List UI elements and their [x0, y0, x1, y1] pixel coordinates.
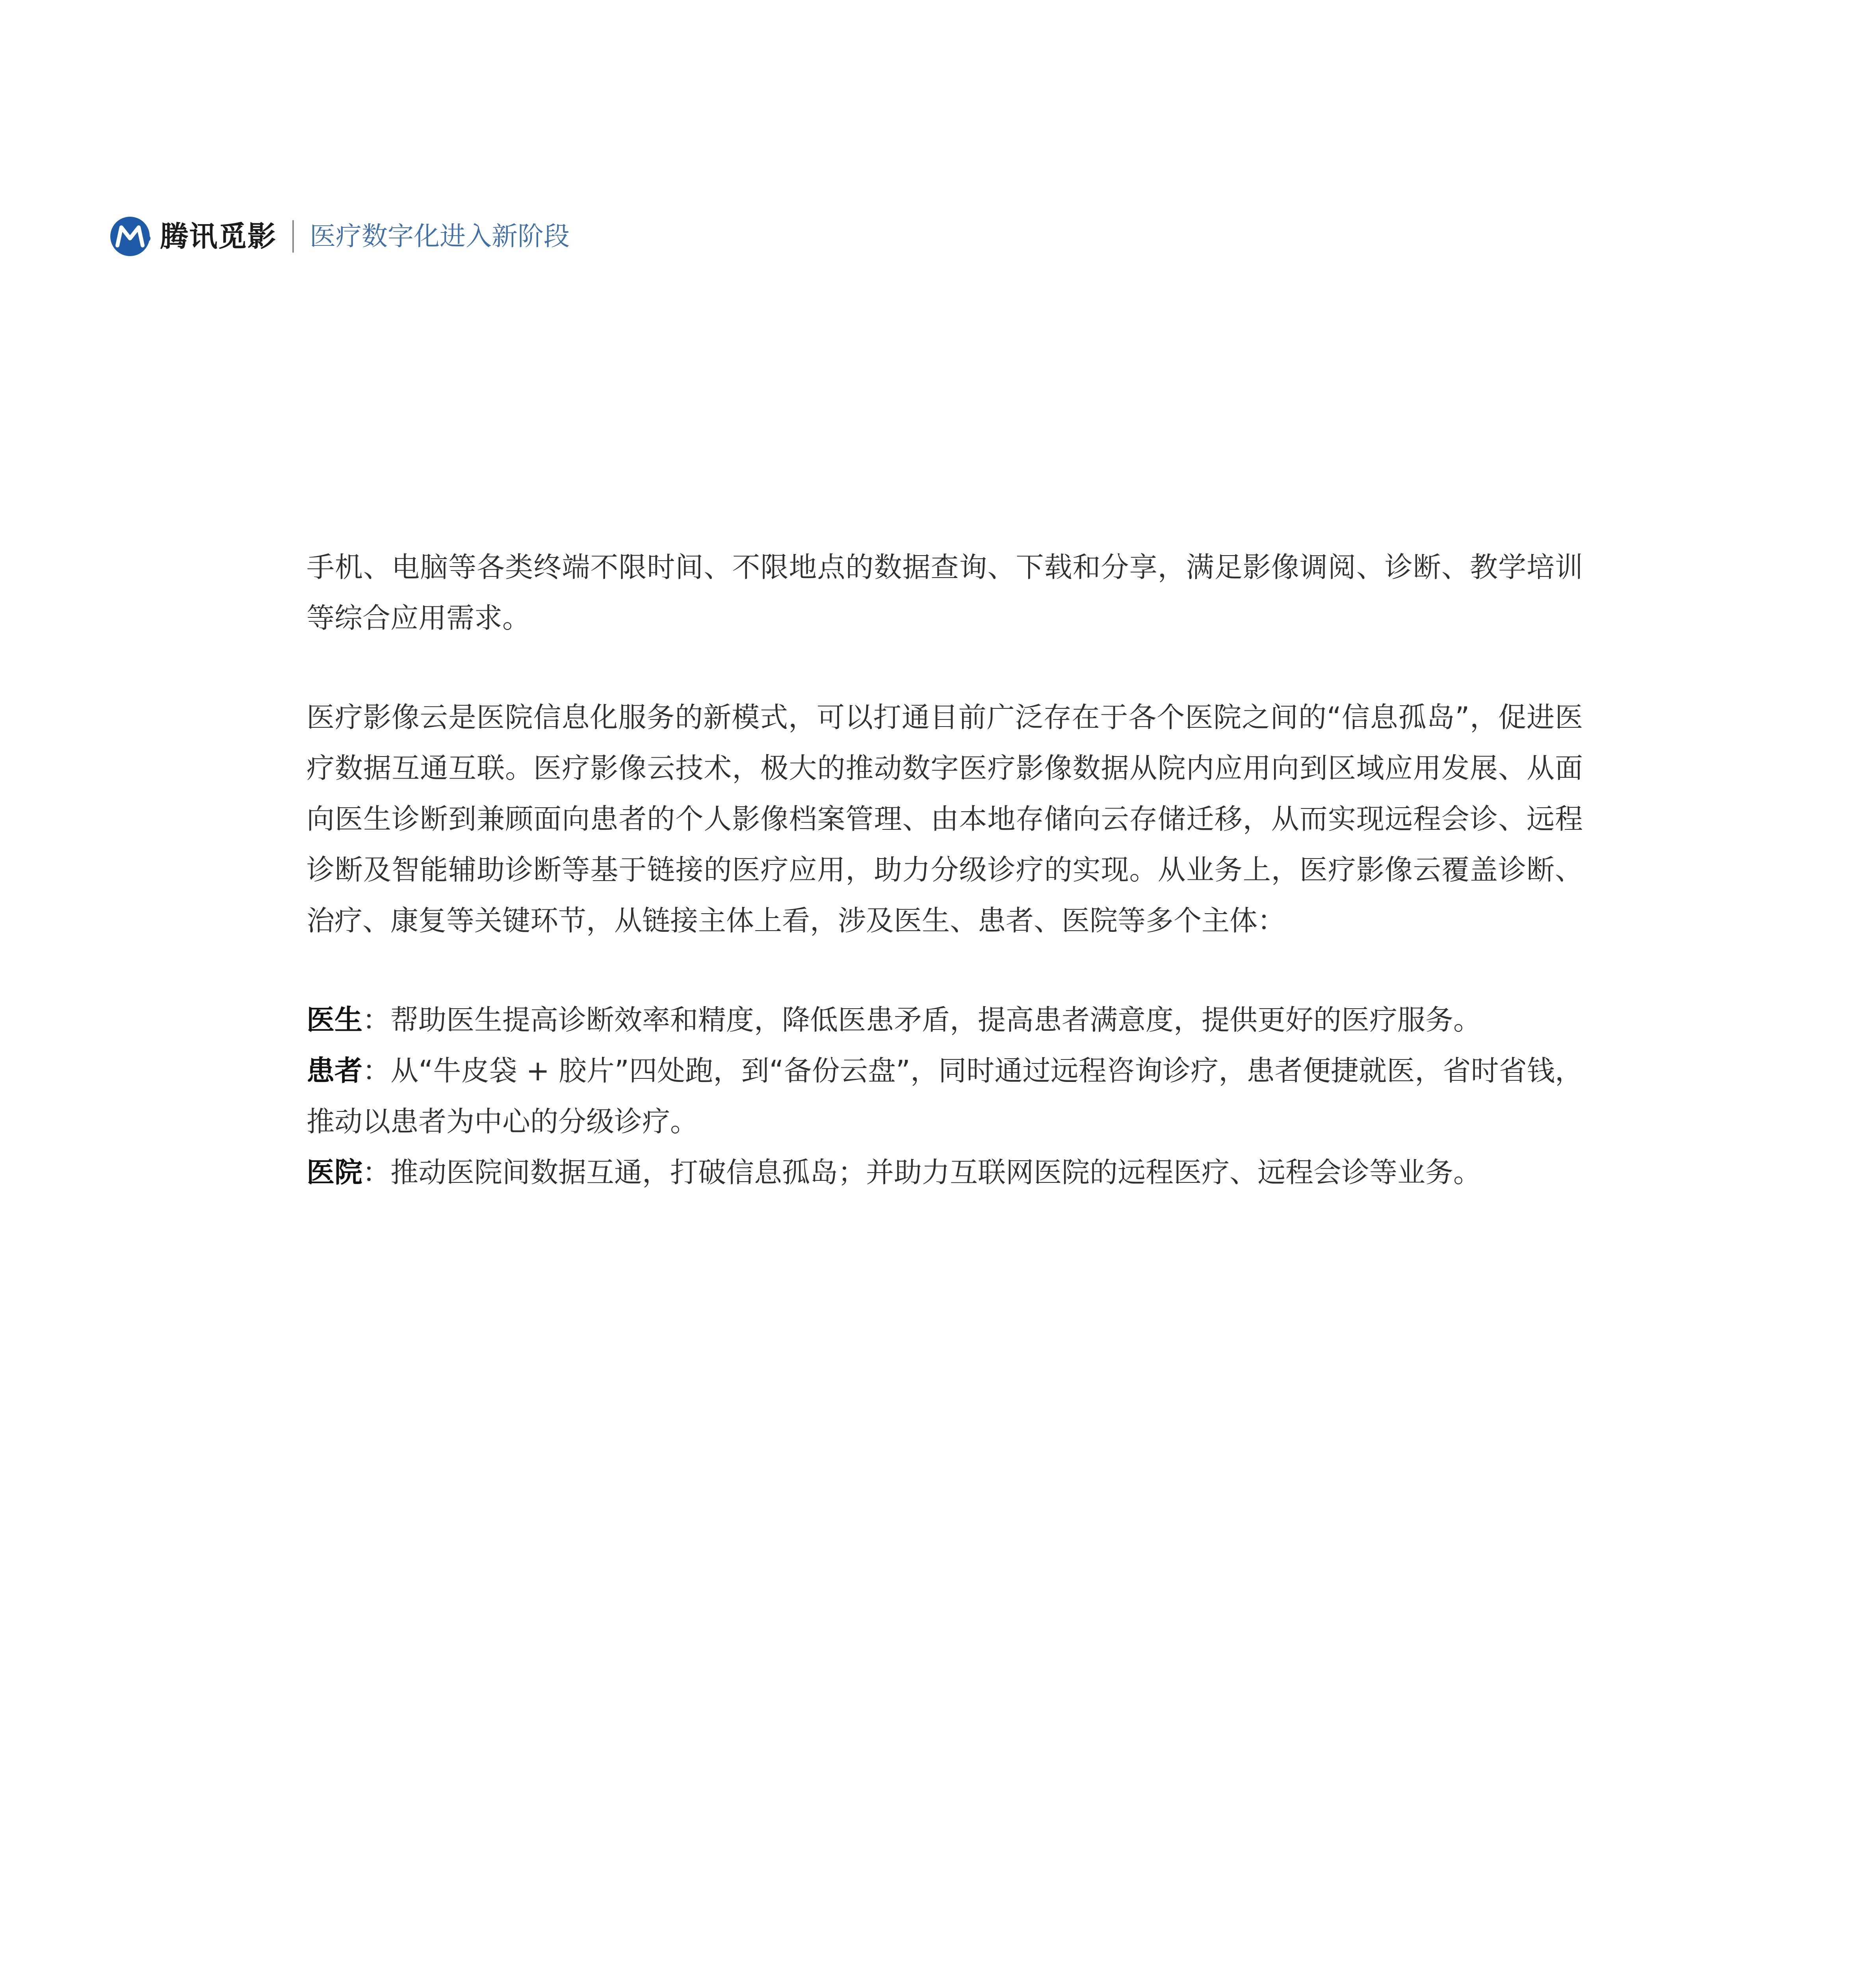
main-content — [306, 542, 1583, 1198]
stakeholder-label-doctor: 医生 — [306, 1004, 363, 1036]
stakeholder-text-doctor: 帮助医生提高诊断效率和精度，降低医患矛盾，提高患者满意度，提供更好的医疗服务。 — [390, 1004, 1482, 1036]
stakeholder-label-patient: 患者 — [306, 1054, 363, 1087]
brand-name: 腾讯觅影 — [160, 220, 277, 253]
stakeholder-item-doctor — [306, 994, 1583, 1045]
stakeholder-list — [306, 994, 1583, 1198]
stakeholder-separator: ： — [362, 1054, 391, 1087]
paragraph-1: 手机、电脑等各类终端不限时间、不限地点的数据查询、下载和分享，满足影像调阅、诊断、教学培训等综合应用需求。 — [306, 551, 1583, 634]
header-subtitle: 医疗数字化进入新阶段 — [310, 221, 570, 251]
stakeholder-item-patient — [306, 1045, 1583, 1147]
stakeholder-separator: ： — [362, 1156, 391, 1189]
stakeholder-label-hospital: 医院 — [306, 1156, 363, 1189]
header-divider — [292, 220, 294, 253]
page-header — [110, 215, 570, 258]
stakeholder-text-patient: 从“牛皮袋 + 胶片”四处跑，到“备份云盘”，同时通过远程咨询诊疗，患者便捷就医，省时省钱，推动以患者为中心的分级诊疗。 — [306, 1054, 1583, 1138]
tencent-miying-logo-icon — [110, 215, 153, 258]
stakeholder-text-hospital: 推动医院间数据互通，打破信息孤岛；并助力互联网医院的远程医疗、远程会诊等业务。 — [390, 1156, 1482, 1189]
paragraph-2: 医疗影像云是医院信息化服务的新模式，可以打通目前广泛存在于各个医院之间的“信息孤岛”，促进医疗数据互通互联。医疗影像云技术，极大的推动数字医疗影像数据从院内应用向到区域应用发展、从面向医生诊断到兼顾面向患者的个人影像档案管理、由本地存储向云存储迁移，从而实现远程会诊、远程诊断及智能辅助诊断等基于链接的医疗应用，助力分级诊疗的实现。从业务上，医疗影像云覆盖诊断、治疗、康复等关键环节，从链接主体上看，涉及医生、患者、医院等多个主体： — [306, 701, 1583, 937]
stakeholder-item-hospital — [306, 1147, 1583, 1198]
stakeholder-separator: ： — [362, 1004, 391, 1036]
